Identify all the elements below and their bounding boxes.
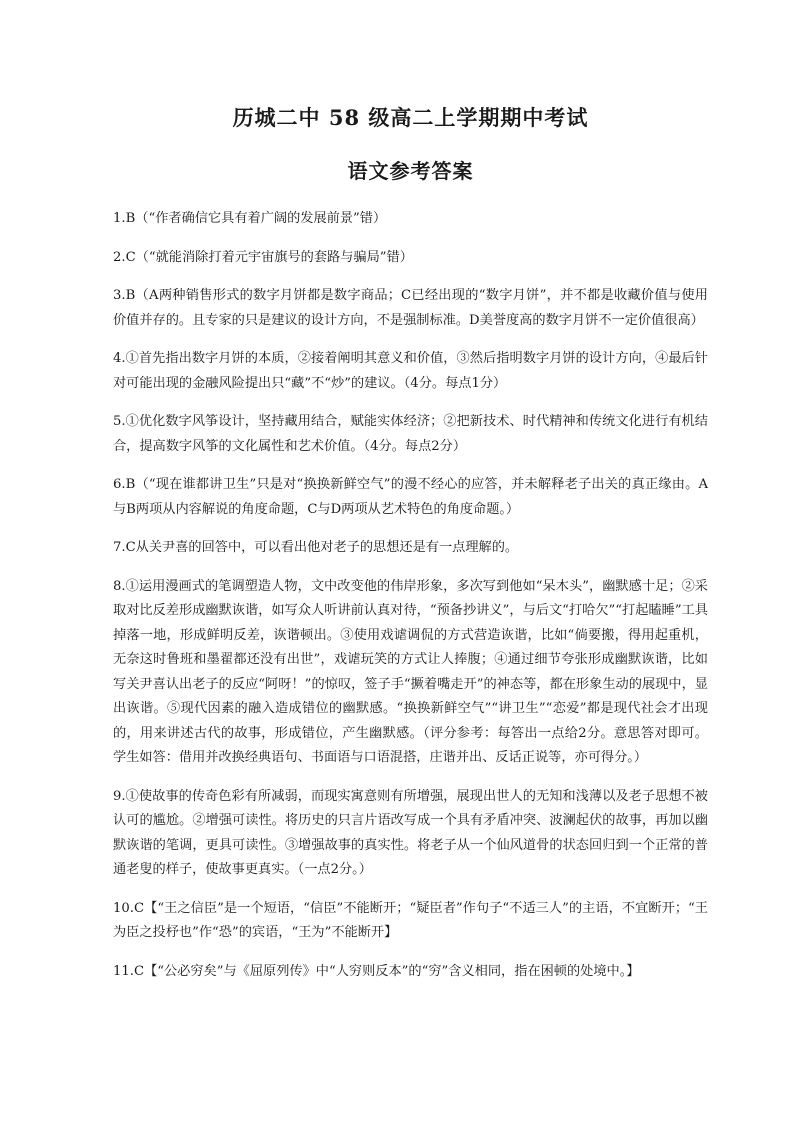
answer-item-5: 5.①优化数字风筝设计，坚持藏用结合，赋能实体经济；②把新技术、时代精神和传统文化进行有机结合，提高数字风筝的文化属性和艺术价值。（4分。每点2分） — [113, 414, 708, 454]
document-title: 历城二中 58 级高二上学期期中考试 — [232, 105, 589, 130]
answer-item-9: 9.①使故事的传奇色彩有所减弱，而现实寓意则有所增强，展现出世人的无知和浅薄以及老子思想不被认可的尴尬。②增强可读性。将历史的只言片语改写成一个具有矛盾冲突、波澜起伏的故事，再加以幽默诙谐的笔调，更具可读性。③增强故事的真实性。将老子从一个仙风道骨的状态回归到一个正常的普通老叟的样子，使故事更真实。（一点2分。） — [113, 788, 708, 877]
answer-item-8: 8.①运用漫画式的笔调塑造人物，文中改变他的伟岸形象，多次写到他如“呆木头”，幽默感十足；②采取对比反差形成幽默诙谐，如写众人听讲前认真对待，“预备抄讲义”，与后文“打哈欠”“打起瞌睡”工具掉落一地，形成鲜明反差，诙谐顿出。③使用戏谑调侃的方式营造诙谐，比如“倘要搬，得用起重机，无奈这时鲁班和墨翟都还没有出世”，戏谑玩笑的方式让人捧腹；④通过细节夸张形成幽默诙谐，比如写关尹喜认出老子的反应“阿呀！”的惊叹，签子手“撅着嘴走开”的神态等，都在形象生动的展现中，显出诙谐。⑤现代因素的融入造成错位的幽默感。“换换新鲜空气”“讲卫生”“恋爱”都是现代社会才出现的，用来讲述古代的故事，形成错位，产生幽默感。（评分参考：每答出一点给2分。意思答对即可。学生如答：借用并改换经典语句、书面语与口语混搭，庄谐并出、反话正说等，亦可得分。） — [113, 578, 708, 765]
answer-item-1: 1.B（“作者确信它具有着广阔的发展前景”错） — [113, 211, 387, 226]
answer-item-7: 7.C从关尹喜的回答中，可以看出他对老子的思想还是有一点理解的。 — [113, 540, 519, 555]
answer-item-2: 2.C（“就能消除打着元宇宙旗号的套路与骗局”错） — [113, 249, 413, 265]
answer-item-3: 3.B（A两种销售形式的数字月饼都是数字商品；C已经出现的“数字月饼”，并不都是收藏价值与使用价值并存的。且专家的只是建议的设计方向，不是强制标准。D美誉度高的数字月饼不一定价值很高） — [113, 288, 708, 328]
answer-item-10: 10.C【“王之信臣”是一个短语，“信臣”不能断开；“疑臣者”作句子“不适三人”的主语，不宜断开；“王为臣之投杼也”作“恐”的宾语，“王为”不能断开】 — [113, 900, 708, 940]
answer-item-11: 11.C【“公必穷矣”与《屈原列传》中“人穷则反本”的“穷”含义相同，指在困顿的处境中。】 — [113, 963, 640, 979]
answer-item-6: 6.B（“现在谁都讲卫生”只是对“换换新鲜空气”的漫不经心的应答，并未解释老子出关的真正缘由。A与B两项从内容解说的角度命题，C与D两项从艺术特色的角度命题。） — [113, 477, 708, 517]
document-subtitle: 语文参考答案 — [347, 159, 474, 183]
answer-item-4: 4.①首先指出数字月饼的本质，②接着阐明其意义和价值，③然后指明数字月饼的设计方向，④最后针对可能出现的金融风险提出只“藏”不“炒”的建议。（4分。每点1分） — [113, 351, 708, 391]
